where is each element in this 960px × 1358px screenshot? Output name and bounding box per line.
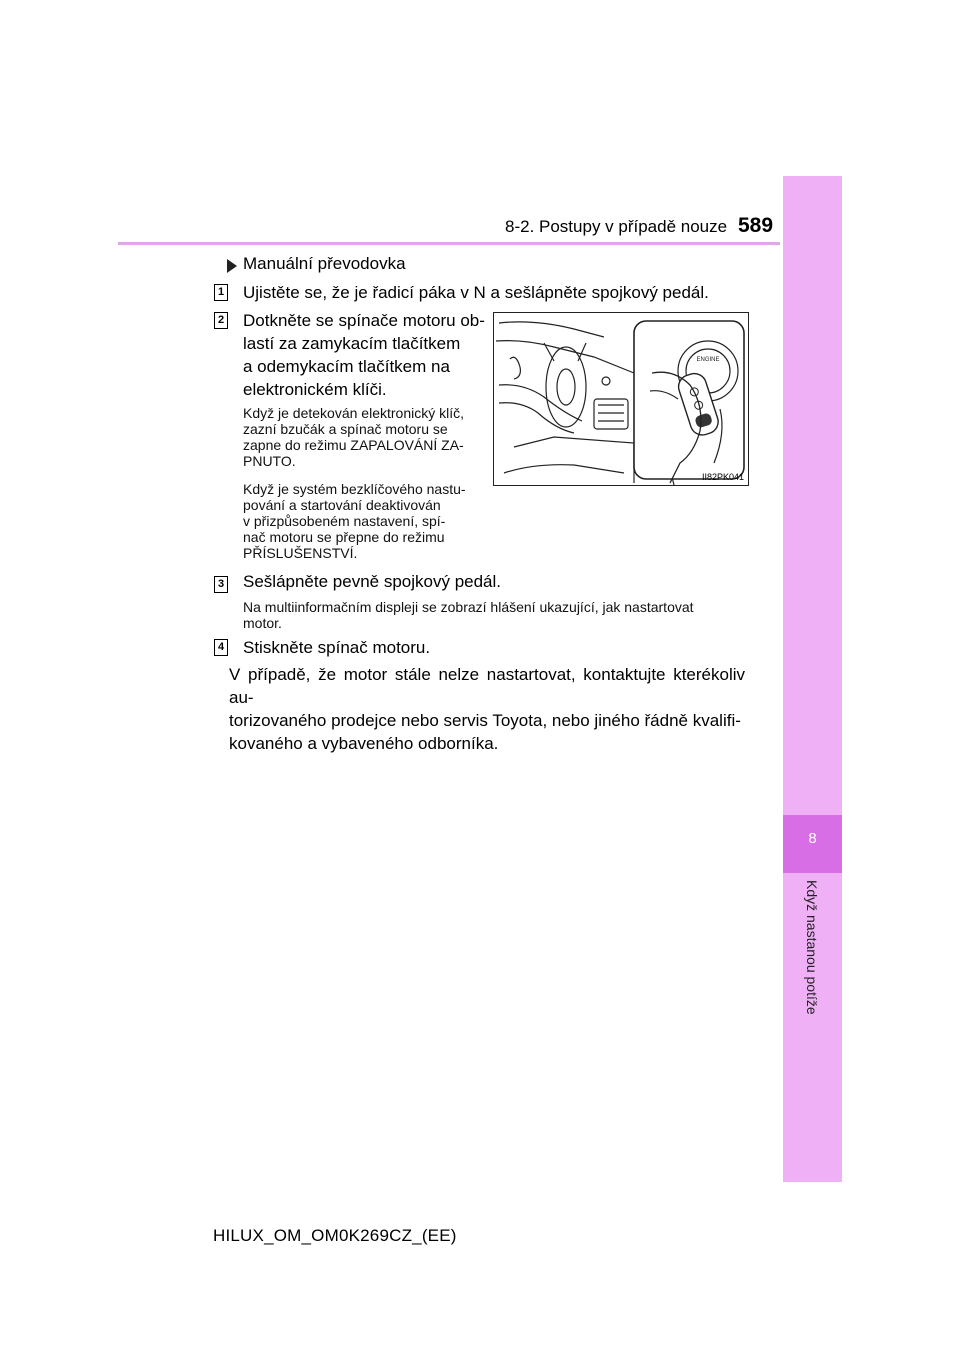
closing-line: V případě, že motor stále nelze nastartovat, kontaktujte kterékoliv au- [229,665,745,707]
note-line: pování a startování deaktivován [243,497,441,513]
engine-button-label: ENGINE [696,357,720,363]
chapter-label: Když nastanou potíže [804,880,820,1015]
step-number-1: 1 [214,284,228,301]
step-2-note-1 [243,405,487,469]
note-line: motor. [243,615,282,631]
step-2-text [243,309,487,401]
step-2-line: lastí za zamykacím tlačítkem [243,334,461,353]
closing-line: kovaného a vybaveného odborníka. [229,734,499,753]
sub-heading: Manuální převodovka [243,254,406,273]
step-number-4: 4 [214,639,228,656]
closing-paragraph [229,663,745,755]
header-rule [118,242,780,245]
step-2-line: elektronickém klíči. [243,380,387,399]
note-line: zazní bzučák a spínač motoru se [243,421,448,437]
step-4-text: Stiskněte spínač motoru. [243,638,431,657]
dashboard-drawing [494,313,749,486]
page-number: 589 [738,214,774,237]
note-line: PNUTO. [243,453,296,469]
document-code: HILUX_OM_OM0K269CZ_(EE) [213,1226,457,1245]
step-2-note-2 [243,481,487,561]
triangle-bullet-icon [227,259,237,273]
note-line: zapne do režimu ZAPALOVÁNÍ ZA- [243,437,464,453]
step-1-text: Ujistěte se, že je řadicí páka v N a sešlápněte spojkový pedál. [243,283,709,302]
note-line: v přizpůsobeném nastavení, spí- [243,513,446,529]
section-title: 8-2. Postupy v případě nouze [505,217,728,236]
note-line: Když je detekován elektronický klíč, [243,405,464,421]
step-2-line: a odemykacím tlačítkem na [243,357,450,376]
note-line: PŘÍSLUŠENSTVÍ. [243,545,358,561]
step-3-note [243,599,745,631]
note-line: Když je systém bezklíčového nastu- [243,481,466,497]
chapter-number: 8 [808,830,817,847]
step-number-3: 3 [214,576,228,593]
engine-switch-illustration [493,312,749,486]
step-3-text: Sešlápněte pevně spojkový pedál. [243,572,502,591]
closing-line: torizovaného prodejce nebo servis Toyota, nebo jiného řádně kvalifi- [229,711,741,730]
chapter-side-tab [783,176,842,1182]
figure-code: II82PK041 [701,472,744,482]
note-line: Na multiinformačním displeji se zobrazí hlášení ukazující, jak nastartovat [243,599,694,615]
note-line: nač motoru se přepne do režimu [243,529,445,545]
step-2-line: Dotkněte se spínače motoru ob- [243,311,485,330]
step-number-2: 2 [214,312,228,329]
